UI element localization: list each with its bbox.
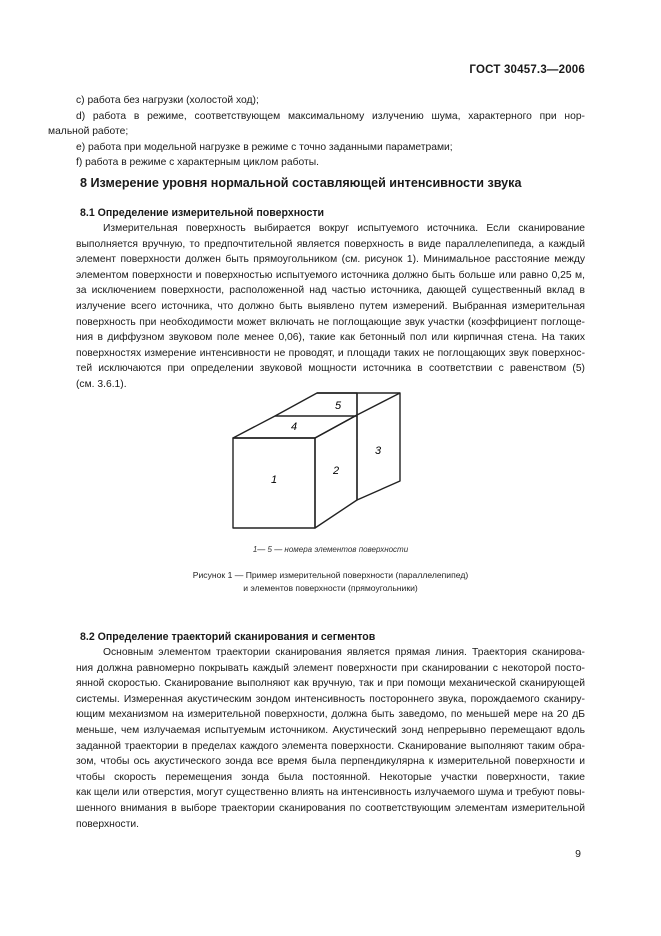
paragraph-line: заданной траектории в пределах каждого элемента поверхности. Сканирование выполняют таким обра- [76, 740, 585, 752]
paragraph-line: поверхности. [76, 818, 140, 830]
paragraph-line: за исключением поверхности, расположенной над частью источника, дающей существенный вклад в [76, 285, 585, 297]
face-label-2: 2 [333, 465, 340, 477]
section-8-2-body [48, 645, 585, 832]
face-label-5: 5 [335, 400, 342, 412]
paragraph-line: шенного внимания в выборе траектории сканирования по соответствующим элементам измерительной [76, 802, 585, 814]
paragraph-line: меньше, чем излучаемая испытуемым источником. Акустический зонд непрерывно перемещают вдоль [76, 724, 585, 736]
figure-caption-line-2: и элементов поверхности (прямоугольники) [243, 583, 418, 593]
paragraph-line: излучение всего источника, что должно быть выявлено путем измерений. Выбранная измерительная [76, 300, 585, 312]
paragraph-line: элементом поверхности и поверхностью испытуемого источника должно быть больше или равно 0,25 м, [76, 269, 585, 281]
paragraph-line: выполняется вручную, то предпочтительной является поверхность в виде параллелепипеда, а каждый [76, 238, 585, 250]
paragraph-line: тей исключаются при определении звуковой мощности источника в соответствии с равенством (5) [76, 363, 585, 375]
list-line-f: f) работа в режиме с характерным циклом работы. [76, 157, 319, 169]
paragraph-line: ния должна равномерно покрывать каждый элемент поверхности при сканировании с некоторой посто- [76, 662, 585, 674]
paragraph-line: чтобы скорость перемещения зонда была постоянной. Некоторые участки поверхности, такие [76, 771, 585, 783]
paragraph-line: ющим механизмом на измерительной поверхности, должна быть заведомо, по меньшей мере на 20 дБ [76, 709, 585, 721]
list-line-c: c) работа без нагрузки (холостой ход); [76, 95, 259, 106]
paragraph-line: поверхностях измерение интенсивности не проводят, и площади таких не поглощающих звук поверхнос- [76, 347, 585, 359]
section-8-1-heading: 8.1 Определение измерительной поверхности [80, 207, 325, 219]
face-label-4: 4 [291, 421, 298, 433]
list-line-d: d) работа в режиме, соответствующем максимальному излучению шума, характерного при нор- [76, 110, 585, 122]
paragraph-line: системы. Измеренная акустическим зондом интенсивность постороннего звука, порождаемого сканиру- [76, 693, 585, 705]
document-code: ГОСТ 30457.3—2006 [469, 64, 585, 76]
figure-legend: 1— 5 — номера элементов поверхности [252, 545, 409, 554]
parallelepiped-figure [225, 390, 415, 540]
list-line-e: e) работа при модельной нагрузке в режиме с точно заданными параметрами; [76, 141, 453, 153]
paragraph-line: поверхность при необходимости может включать не поглощающие звук участки (коэффициент поглоще- [76, 316, 585, 328]
face-label-3: 3 [375, 445, 382, 457]
face-label-1: 1 [271, 474, 278, 486]
paragraph-line: как щели или отверстия, могут существенно влиять на интенсивность излучаемого шума и требуют повы- [76, 787, 585, 799]
paragraph-line: элемент поверхности должен быть прямоугольником (см. рисунок 1). Минимальное расстояние между [76, 254, 585, 266]
paragraph-line: Измерительная поверхность выбирается вокруг испытуемого источника. Если сканирование [103, 223, 585, 234]
figure-caption [0, 569, 661, 595]
paragraph-line: ния в диффузном звуковом поле менее 0,06), такие как бетонный пол или кирпичная стена. На таких [76, 332, 585, 344]
paragraph-line: янной скоростью. Сканирование выполняют как вручную, так и при помощи механической сканирующей [76, 678, 585, 690]
paragraph-line: Основным элементом траектории сканирования является прямая линия. Траектория сканирова- [103, 647, 585, 658]
paragraph-line: (см. 3.6.1). [76, 378, 127, 390]
figure-caption-line-1: Рисунок 1 — Пример измерительной поверхности (параллелепипед) [192, 570, 469, 580]
paragraph-line: зом, чтобы ось акустического зонда все время была перпендикулярна к измерительной поверхности и [76, 756, 585, 768]
section-8-heading: 8 Измерение уровня нормальной составляющей интенсивности звука [80, 176, 522, 190]
list-line-d-cont: мальной работе; [48, 126, 129, 138]
section-8-1-body [48, 221, 585, 393]
section-8-2-heading: 8.2 Определение траекторий сканирования и сегментов [80, 631, 376, 643]
page-number: 9 [575, 848, 581, 860]
